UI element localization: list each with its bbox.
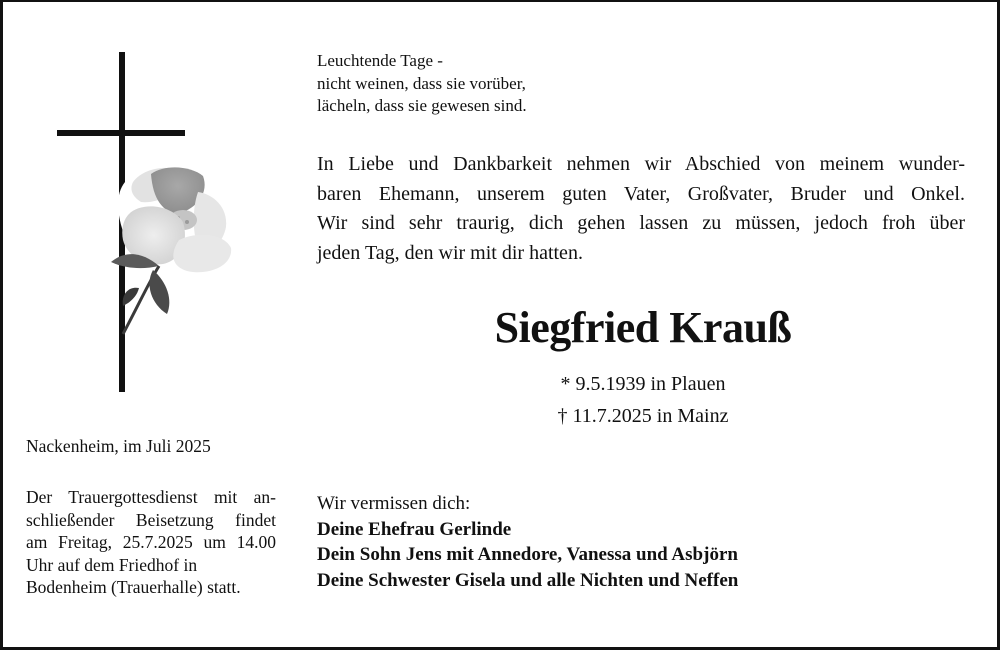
service-line: am Freitag, 25.7.2025 um 14.00 [26, 532, 276, 552]
place-date: Nackenheim, im Juli 2025 [26, 436, 211, 456]
farewell-paragraph [317, 150, 965, 268]
farewell-line: baren Ehemann, unserem guten Vater, Großvater, Bruder und Onkel. [317, 182, 965, 205]
mourner-entry: Deine Schwester Gisela und alle Nichten und Neffen [317, 569, 739, 591]
cross-icon-horizontal-bar [57, 130, 185, 136]
funeral-service-info [26, 486, 276, 599]
motto-line: nicht weinen, dass sie vorüber, [317, 73, 526, 93]
life-dates [463, 368, 823, 432]
motto-verse [317, 50, 527, 118]
service-line: Bodenheim (Trauerhalle) statt. [26, 577, 241, 597]
service-line: Der Trauergottesdienst mit an- [26, 487, 276, 507]
flower-illustration-icon [63, 152, 243, 352]
deceased-name: Siegfried Krauß [494, 303, 792, 352]
farewell-line: jeden Tag, den wir mit dir hatten. [317, 241, 583, 264]
service-line: Uhr auf dem Friedhof in [26, 554, 198, 575]
motto-line: Leuchtende Tage - [317, 51, 443, 70]
service-line: schließender Beisetzung findet [26, 509, 276, 530]
death-date: † 11.7.2025 in Mainz [557, 405, 729, 427]
farewell-line: Wir sind sehr traurig, dich gehen lassen zu müssen, jedoch froh über [317, 212, 965, 234]
motto-line: lächeln, dass sie gewesen sind. [317, 96, 527, 115]
birth-date: * 9.5.1939 in Plauen [560, 373, 726, 395]
mourners-list [317, 491, 738, 593]
mourners-intro: Wir vermissen dich: [317, 493, 471, 514]
mourner-entry: Deine Ehefrau Gerlinde [317, 518, 512, 540]
farewell-line: In Liebe und Dankbarkeit nehmen wir Abschied von meinem wunder- [317, 153, 965, 175]
mourner-entry: Dein Sohn Jens mit Annedore, Vanessa und Asbjörn [317, 544, 738, 565]
